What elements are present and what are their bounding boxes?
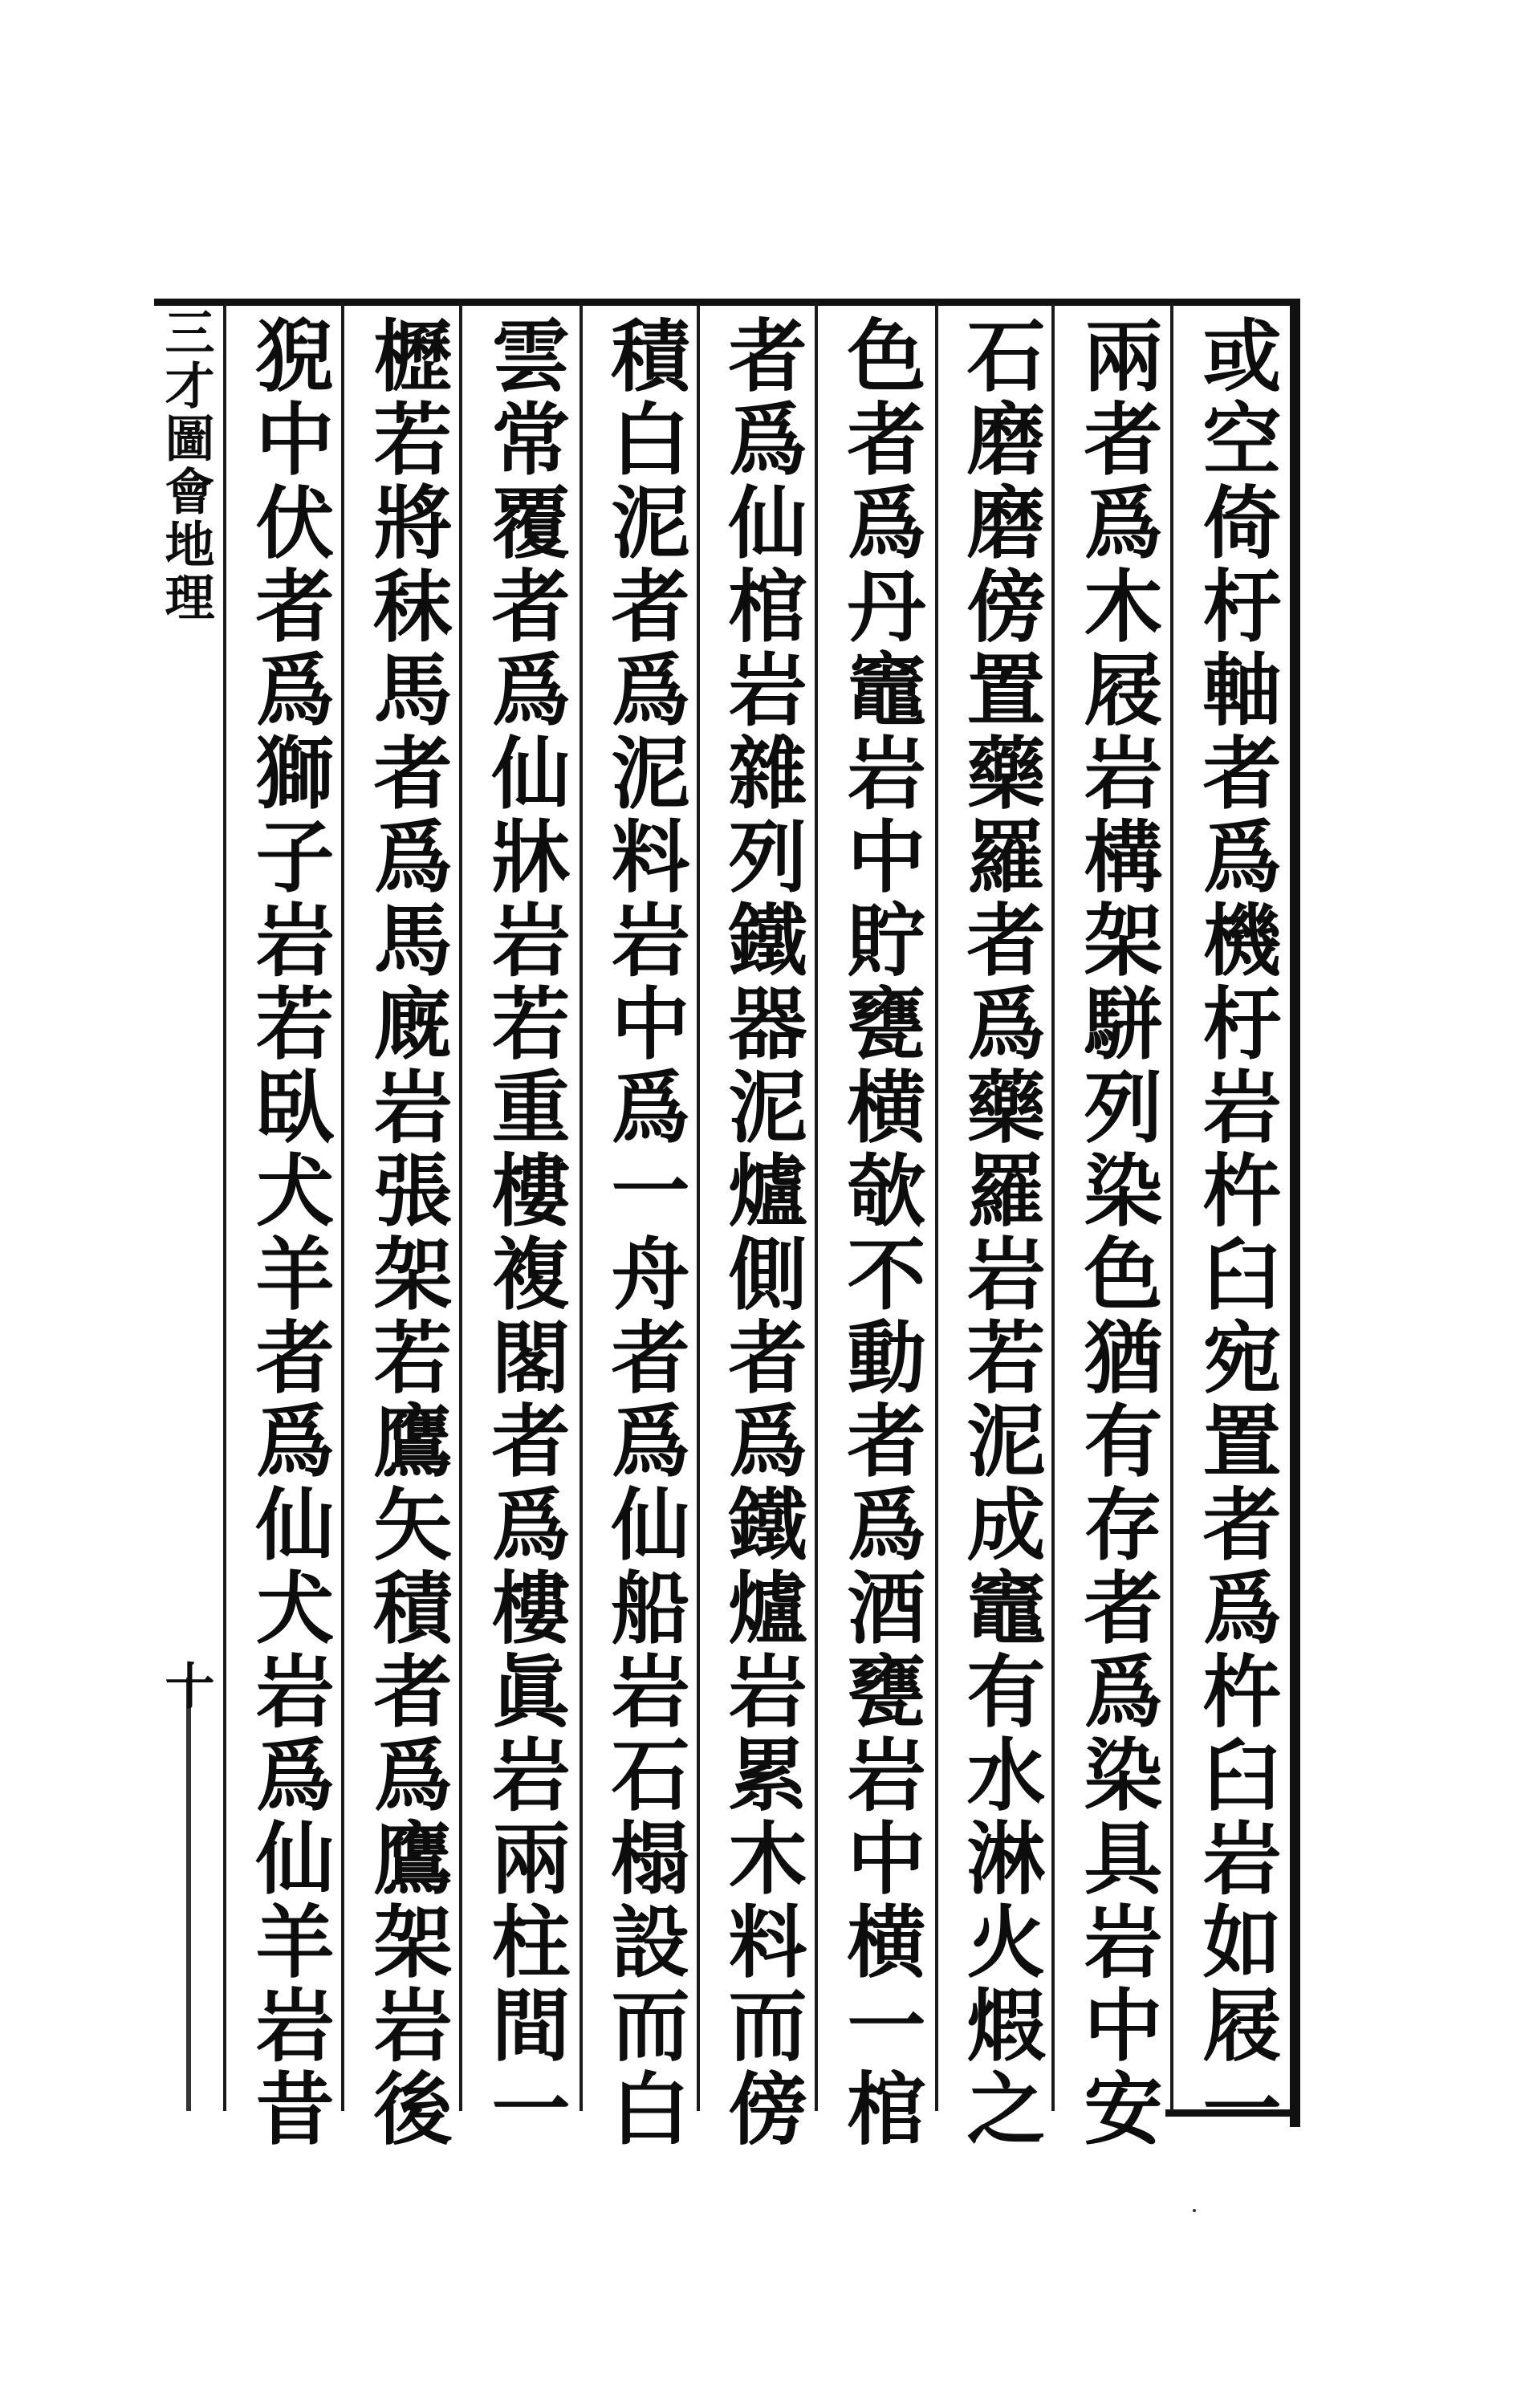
- text-column-2: 兩者爲木屐岩構架駢列染色猶有存者爲染具岩中安: [1071, 315, 1163, 2151]
- text-column-3: 石磨磨傍置藥羅者爲藥羅岩若泥成竈有水淋火煆之: [954, 315, 1046, 2151]
- text-column-1: 或空倚杅軸者爲機杅岩杵臼宛置者爲杵臼岩如屐一: [1190, 315, 1282, 2151]
- column-divider: [223, 303, 226, 2111]
- frame-top-border: [154, 299, 1300, 306]
- folio-number: 十: [157, 1660, 215, 1710]
- text-column-4: 色者爲丹竈岩中貯甕横欹不動者爲酒甕岩中横一棺: [834, 315, 926, 2151]
- text-column-5: 者爲仙棺岩雜列鐵器泥爐側者爲鐵爐岩累木料而傍: [715, 315, 807, 2151]
- ink-speck: [1193, 2209, 1196, 2212]
- text-column-8: 櫪若將秣馬者爲馬廐岩張架若鷹矢積者爲鷹架岩後: [360, 315, 453, 2151]
- frame-left-border: [186, 1678, 191, 2111]
- text-column-6: 積白泥者爲泥料岩中爲一舟者爲仙船岩石榻設而白: [598, 315, 690, 2151]
- text-column-7: 雲常覆者爲仙牀岩若重樓複閣者爲樓眞岩兩柱間一: [478, 315, 571, 2151]
- text-column-9: 猊中伏者爲獅子岩若臥犬羊者爲仙犬岩爲仙羊岩昔: [242, 315, 335, 2151]
- margin-book-title: 三才圖會地理: [157, 307, 215, 624]
